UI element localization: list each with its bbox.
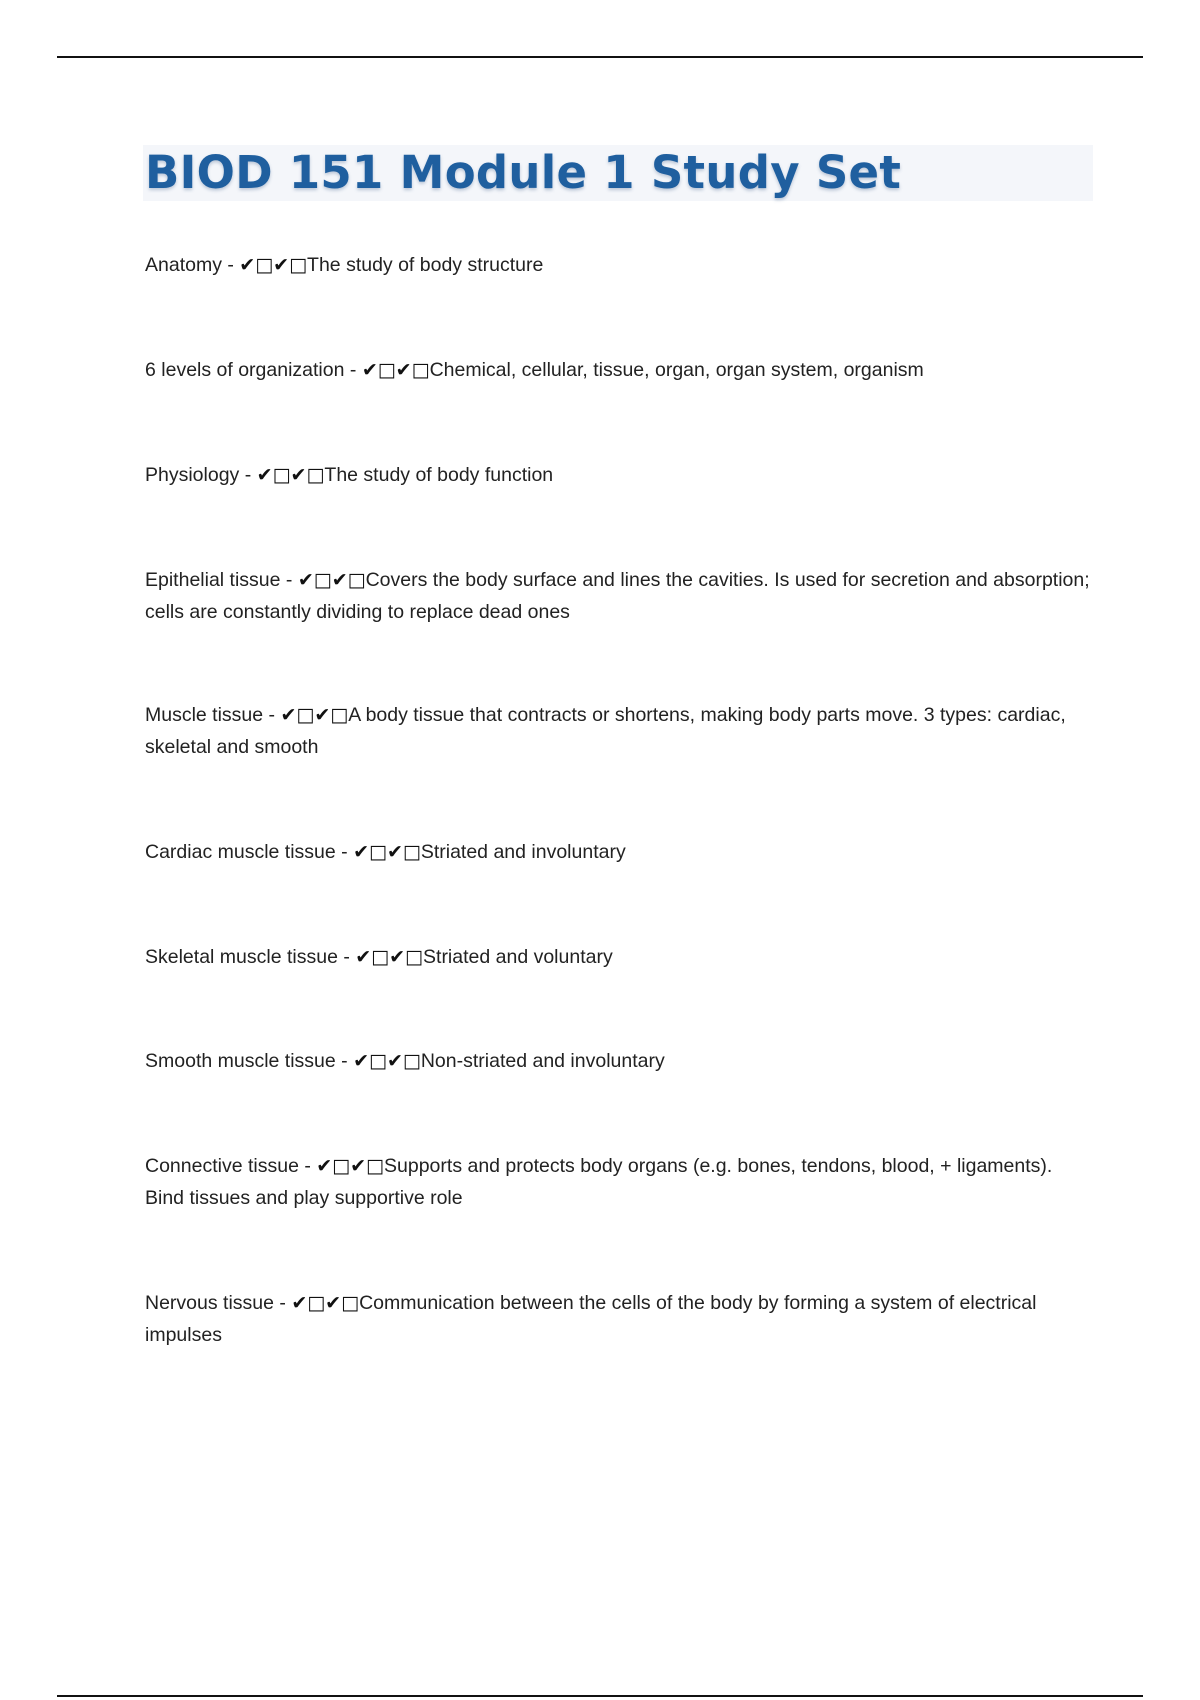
check-marks: ✔□✔□ bbox=[316, 1155, 385, 1177]
study-entry: Nervous tissue - ✔□✔□Communication between the cells of the body by forming a system of electrical impulses bbox=[145, 1292, 1037, 1346]
entry-definition: Non-striated and involuntary bbox=[420, 1050, 665, 1072]
entry-definition: Supports and protects body organs (e.g. bones, tendons, blood, + ligaments). Bind tissues and play supportive role bbox=[145, 1155, 1053, 1209]
entry-definition: Covers the body surface and lines the cavities. Is used for secretion and absorption; cells are constantly dividing to replace dead ones bbox=[145, 569, 1090, 623]
study-entry: Anatomy - ✔□✔□The study of body structure bbox=[145, 254, 544, 276]
entry-term: Connective tissue bbox=[145, 1155, 299, 1177]
study-entry: Connective tissue - ✔□✔□Supports and protects body organs (e.g. bones, tendons, blood, + ligaments). Bind tissues and play supportive role bbox=[145, 1155, 1053, 1209]
entry-definition: Chemical, cellular, tissue, organ, organ system, organism bbox=[429, 359, 924, 381]
entry-definition: The study of body function bbox=[324, 464, 554, 486]
entry-term: Skeletal muscle tissue bbox=[145, 946, 338, 968]
check-marks: ✔□✔□ bbox=[239, 254, 308, 276]
check-marks: ✔□✔□ bbox=[355, 946, 424, 968]
study-entry: Skeletal muscle tissue - ✔□✔□Striated and voluntary bbox=[145, 946, 613, 968]
entry-term: Cardiac muscle tissue bbox=[145, 841, 336, 863]
entry-definition: Communication between the cells of the body by forming a system of electrical impulses bbox=[145, 1292, 1037, 1346]
entry-term: Physiology bbox=[145, 464, 240, 486]
check-marks: ✔□✔□ bbox=[297, 569, 366, 591]
check-marks: ✔□✔□ bbox=[353, 1050, 421, 1072]
entry-term: Epithelial tissue bbox=[145, 569, 281, 591]
check-marks: ✔□✔□ bbox=[353, 841, 421, 863]
study-entry: Cardiac muscle tissue - ✔□✔□Striated and involuntary bbox=[145, 841, 626, 863]
entry-term: Muscle tissue bbox=[145, 704, 264, 726]
entry-term: 6 levels of organization bbox=[145, 359, 345, 381]
check-marks: ✔□✔□ bbox=[361, 359, 430, 381]
page-title: BIOD 151 Module 1 Study Set bbox=[145, 146, 902, 199]
check-marks: ✔□✔□ bbox=[291, 1292, 360, 1314]
study-entry: Physiology - ✔□✔□The study of body function bbox=[145, 464, 554, 486]
entry-term: Smooth muscle tissue bbox=[145, 1050, 336, 1072]
study-entry: Muscle tissue - ✔□✔□A body tissue that contracts or shortens, making body parts move. 3 types: cardiac, skeletal and smooth bbox=[145, 704, 1066, 758]
entry-definition: Striated and involuntary bbox=[420, 841, 626, 863]
study-entry: Epithelial tissue - ✔□✔□Covers the body surface and lines the cavities. Is used for secretion and absorption; cells are constantly dividing to replace dead ones bbox=[145, 569, 1090, 623]
entry-definition: Striated and voluntary bbox=[423, 946, 613, 968]
entry-definition: The study of body structure bbox=[307, 254, 544, 276]
study-entry: Smooth muscle tissue - ✔□✔□Non-striated and involuntary bbox=[145, 1050, 665, 1072]
top-rule bbox=[57, 56, 1143, 58]
entry-term: Nervous tissue bbox=[145, 1292, 274, 1314]
check-marks: ✔□✔□ bbox=[280, 704, 349, 726]
check-marks: ✔□✔□ bbox=[256, 464, 325, 486]
study-entry: 6 levels of organization - ✔□✔□Chemical, cellular, tissue, organ, organ system, organism bbox=[145, 359, 924, 381]
entry-term: Anatomy bbox=[145, 254, 222, 276]
bottom-rule bbox=[57, 1695, 1143, 1697]
entry-definition: A body tissue that contracts or shortens, making body parts move. 3 types: cardiac, skeletal and smooth bbox=[145, 704, 1066, 758]
